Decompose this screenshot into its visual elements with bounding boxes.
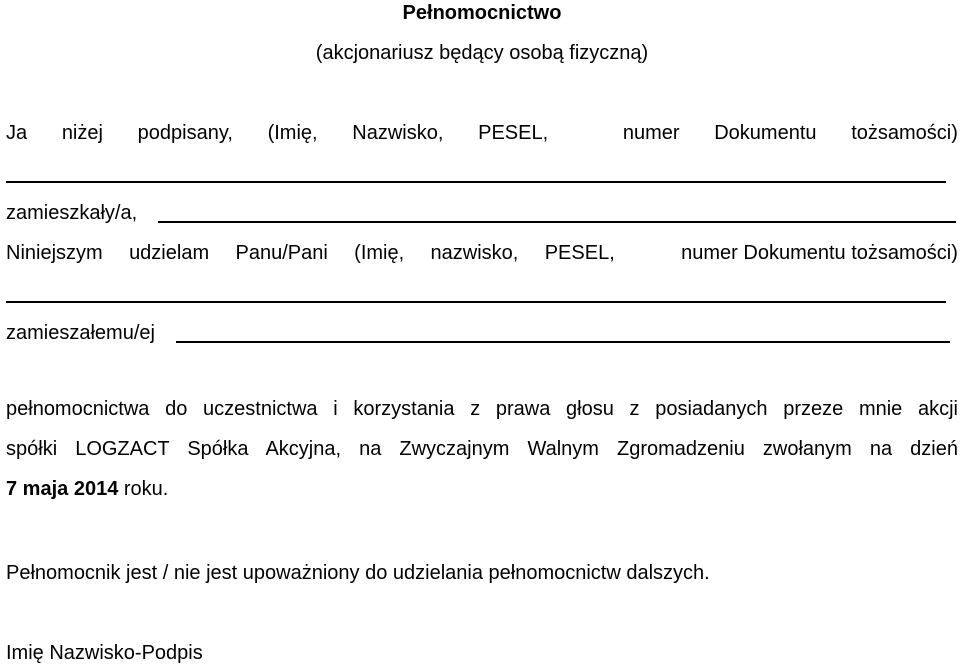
grant-word: Panu/Pani <box>235 242 328 264</box>
intro-word: niżej <box>61 122 103 144</box>
intro-word: podpisany, <box>137 122 233 144</box>
intro-word: PESEL, <box>478 122 549 144</box>
intro-word: tożsamości) <box>851 122 958 144</box>
grant-word: udzielam <box>129 242 210 264</box>
paragraph-end: roku. <box>118 478 169 500</box>
intro-word: Ja <box>6 122 28 144</box>
grant-word: nazwisko, <box>430 242 519 264</box>
document-title: Pełnomocnictwo <box>402 2 562 24</box>
grant-word: PESEL, <box>544 242 615 264</box>
intro-word: (Imię, <box>267 122 318 144</box>
principal-identity-fill-line[interactable] <box>6 181 946 183</box>
grant-tail: numer Dokumentu tożsamości) <box>681 242 958 264</box>
grant-word: (Imię, <box>354 242 405 264</box>
meeting-date: 7 maja 2014 <box>6 478 119 500</box>
agent-residence-fill-line[interactable] <box>176 341 950 343</box>
signature-label: Imię Nazwisko-Podpis <box>6 642 203 664</box>
paragraph-line: spółki LOGZACT Spółka Akcyjna, na Zwyczajnym Walnym Zgromadzeniu zwołanym na dzień <box>6 438 958 460</box>
residence-label: zamieszkały/a, <box>6 202 138 224</box>
further-power-statement: Pełnomocnik jest / nie jest upoważniony do udzielania pełnomocnictw dalszych. <box>6 562 710 584</box>
grant-word: Niniejszym <box>6 242 103 264</box>
principal-identity-line <box>6 121 958 145</box>
agent-identity-fill-line[interactable] <box>6 301 946 303</box>
power-of-attorney-paragraph <box>6 389 958 509</box>
paragraph-line: pełnomocnictwa do uczestnictwa i korzystania z prawa głosu z posiadanych przeze mnie akcji <box>6 398 958 420</box>
residence-fill-line[interactable] <box>158 221 956 223</box>
intro-word: Dokumentu <box>714 122 817 144</box>
agent-residence-label: zamieszałemu/ej <box>6 322 155 344</box>
intro-word: Nazwisko, <box>352 122 444 144</box>
document-subtitle: (akcjonariusz będący osobą fizyczną) <box>315 42 649 64</box>
paragraph-line-last <box>6 469 958 509</box>
intro-word: numer <box>622 122 680 144</box>
agent-identity-line <box>6 241 958 265</box>
